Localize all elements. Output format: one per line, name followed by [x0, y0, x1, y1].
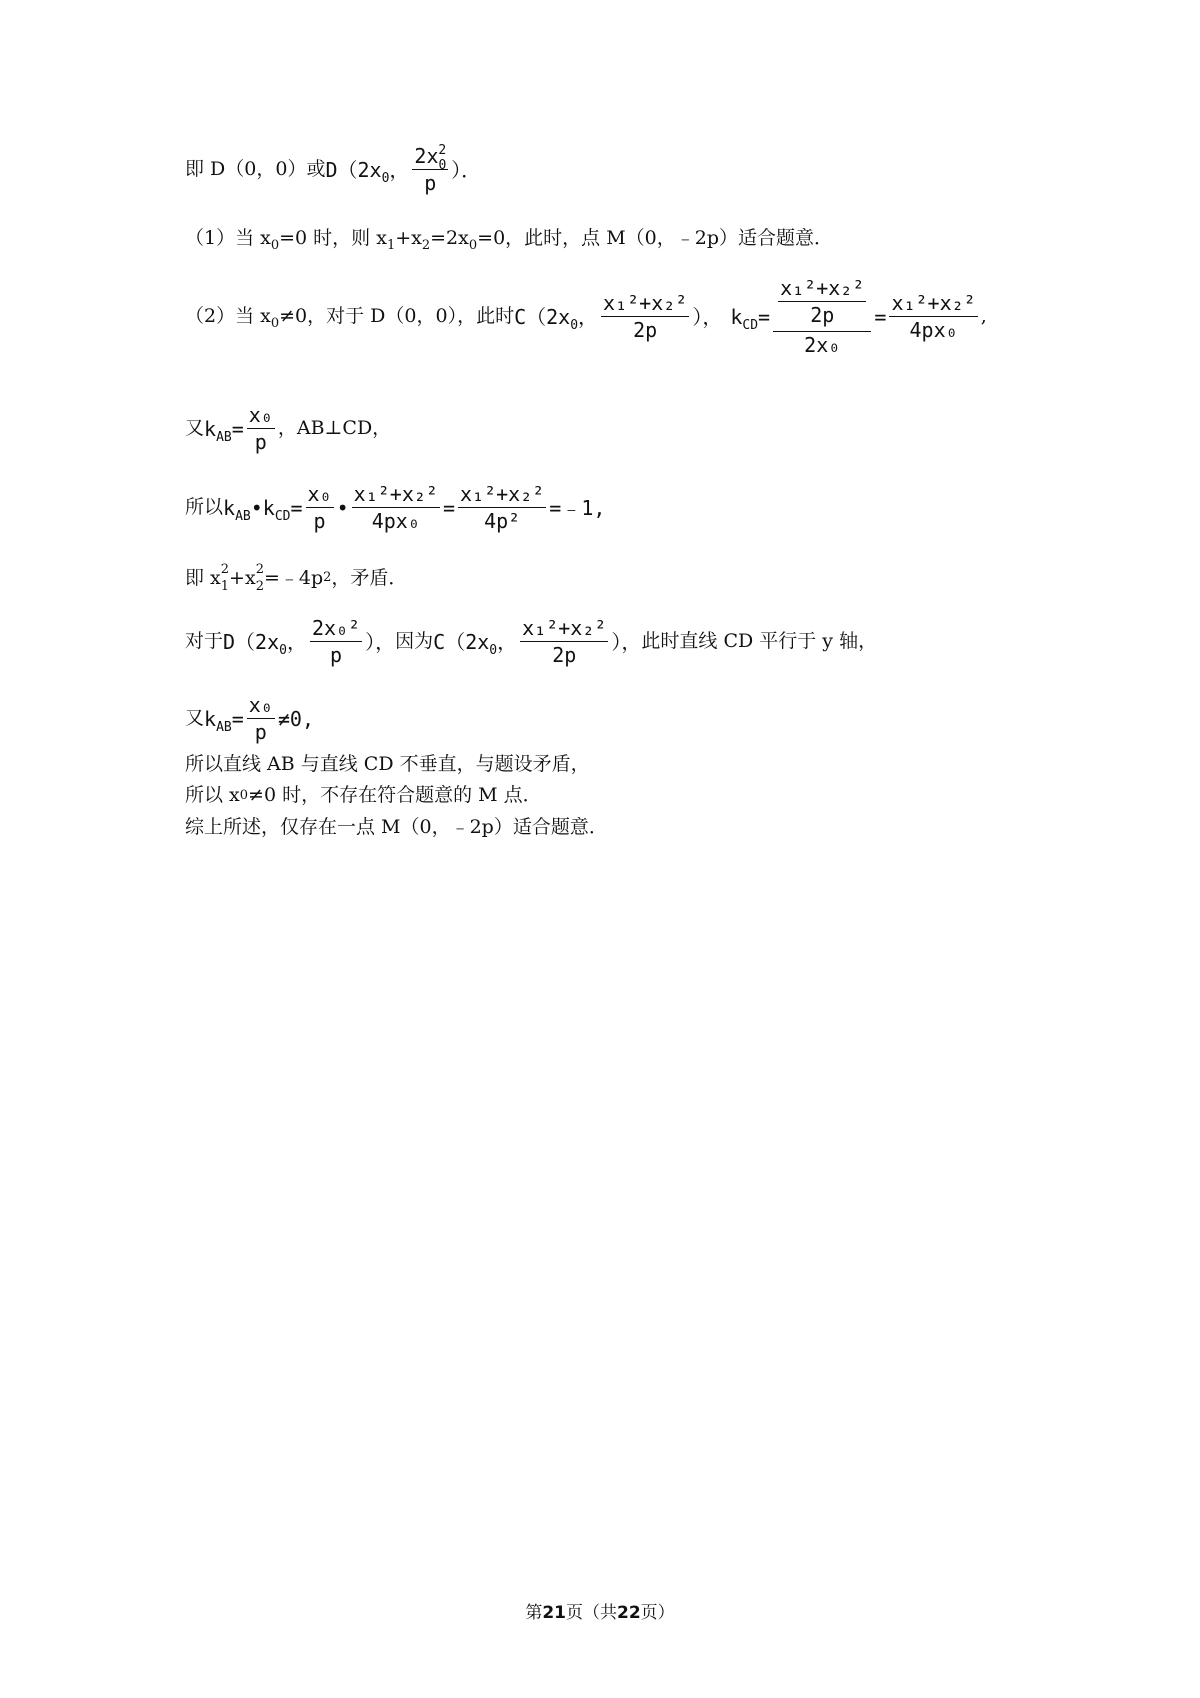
l1-point-d: $D(2x_0$，	[325, 157, 410, 186]
l7-d-fraction: $\frac{\text{2x₀²}}{p}$	[311, 616, 361, 667]
l4-fraction: $\frac{\text{x₀}}{p}$	[248, 403, 273, 454]
page-footer: 第21页（共22页）	[525, 1603, 675, 1623]
total-pages: 22	[617, 1603, 641, 1623]
line-5: 所以 $k_{AB}•k_{CD}=$ $\frac{\text{x₀}}{p}$ • $\frac{\text{x₁²+x₂²}}{\text{4px₀}}$ = $\frac{\text{x₁²+x₂²}}{\text{4p²}}$ =﹣1,	[185, 482, 606, 533]
l2-text: （1）当 $x_0=0$ 时，则 $x_1+x_2=2x_0=0$，此时，点 M（0，﹣2p）适合题意．	[185, 227, 833, 253]
l8-fraction: $\frac{\text{x₀}}{p}$	[248, 693, 273, 744]
l4-k-ab: $k_{AB}=$	[204, 416, 244, 445]
line-9: 所以直线 AB 与直线 CD 不垂直，与题设矛盾，	[185, 753, 590, 775]
l7-point-c: $C(2x_0$，	[433, 629, 518, 658]
l5-k-product: $k_{AB}•k_{CD}=$	[223, 495, 303, 524]
l7-c-fraction: $\frac{\text{x₁²+x₂²}}{2p}$	[522, 616, 607, 667]
l3-c-fraction: $\frac{\text{x₁²+x₂²}}{2p}$	[603, 291, 688, 342]
l5-fraction-2: $\frac{\text{x₁²+x₂²}}{\text{4px₀}}$	[353, 482, 438, 533]
l3-point-c: $C(2x_0$，	[514, 304, 599, 333]
l8-k-ab: $k_{AB}=$	[204, 706, 244, 735]
line-6: 即 x 2 1 +x 2 2 =﹣4p 2 ，矛盾．	[185, 562, 408, 594]
l5-fraction-3: $\frac{\text{x₁²+x₂²}}{\text{4p²}}$	[460, 482, 545, 533]
line-1	[185, 143, 482, 195]
line-11: 综上所述，仅存在一点 M（0，﹣2p）适合题意．	[185, 816, 608, 838]
l3-compound-fraction: $\frac{\frac{\text{x₁²+x₂²}}{2p}}{\text{2x₀}}$	[773, 278, 871, 355]
l3-k-cd: $k_{CD}=$	[730, 304, 771, 333]
line-8: 又 $k_{AB}=$ $\frac{\text{x₀}}{p}$ ≠0,	[185, 693, 314, 744]
l3-result-fraction: $\frac{\text{x₁²+x₂²}}{\text{4px₀}}$	[891, 291, 976, 342]
l7-point-d: $D(2x_0$，	[223, 629, 307, 658]
l3-text: （2）当 $x_0\ne 0$，对于 D（0，0），此时	[185, 305, 515, 331]
l5-fraction-1: $\frac{\text{x₀}}{p}$	[307, 482, 332, 533]
line-3: （2）当 $x_0\ne 0$，对于 D（0，0），此时 $C(2x_0$， $\frac{\text{x₁²+x₂²}}{2p}$ ）， $k_{CD}=$ $\frac{\frac{\text{x₁²+x₂²}}{2p}}{\text{2x₀}}$ = $\frac{\text{x₁²+x₂²}}{\text{4px₀}}$ ,	[185, 276, 987, 357]
page-number: 21	[542, 1603, 566, 1623]
l1-prefix: 即 D（0，0）或	[185, 158, 326, 180]
line-10: 所以 x 0 ≠0 时，不存在符合题意的 M 点．	[185, 784, 542, 806]
line-7: 对于 $D(2x_0$， $\frac{\text{2x₀²}}{p}$ ）， 因为 $C(2x_0$， $\frac{\text{x₁²+x₂²}}{2p}$ ）， 此时直线 CD 平行于 y 轴，	[185, 616, 878, 667]
line-4: 又 $k_{AB}=$ $\frac{\text{x₀}}{p}$ ，AB⊥CD，	[185, 403, 392, 454]
line-2	[185, 227, 833, 253]
l1-fraction: $\frac{2x_0^2}{p}$	[414, 143, 447, 195]
l1-suffix: ）．	[451, 157, 482, 182]
